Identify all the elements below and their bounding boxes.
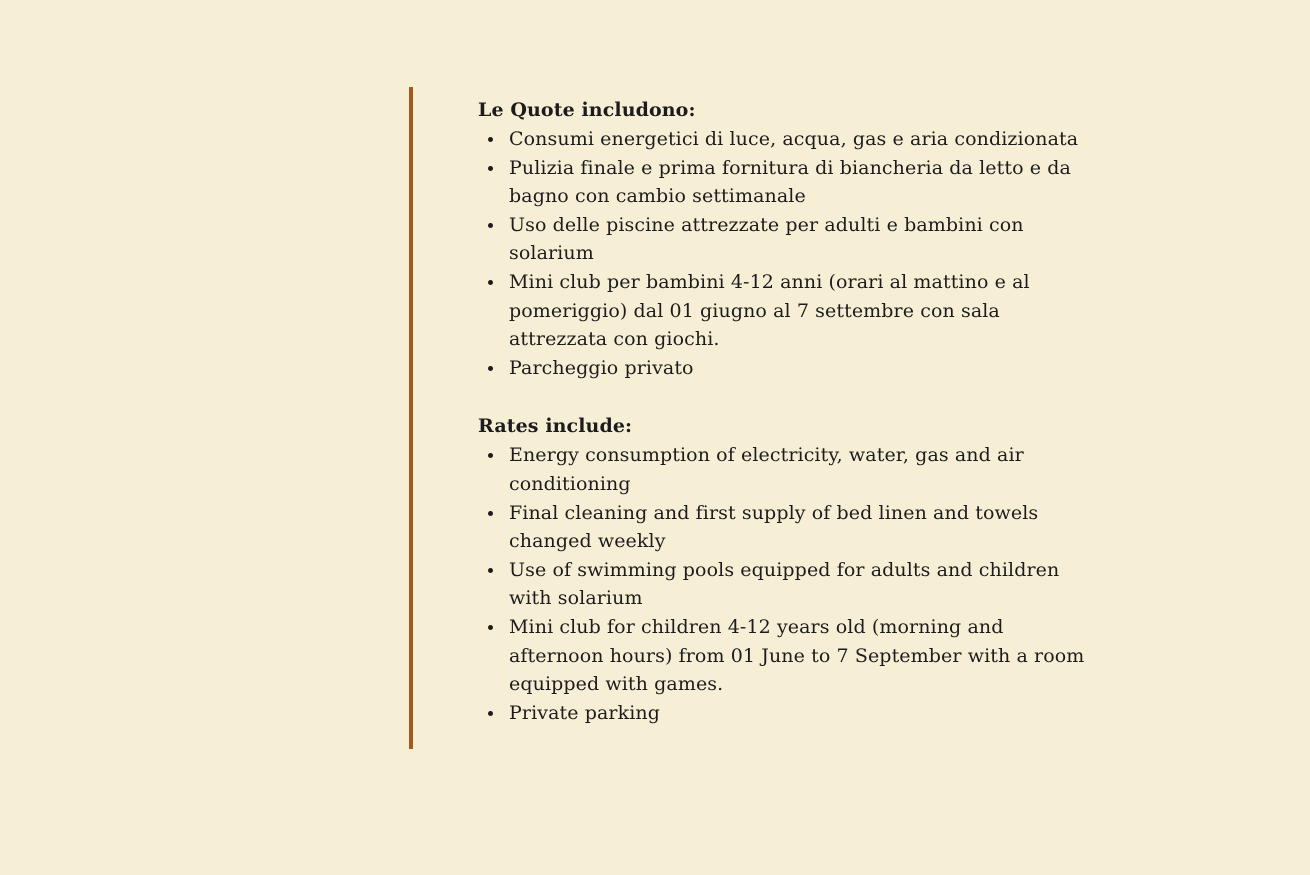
list-item: Consumi energetici di luce, acqua, gas e aria condizionata [478, 125, 1098, 154]
list-item: Final cleaning and first supply of bed linen and towels changed weekly [478, 499, 1098, 556]
italian-items-list [478, 125, 1098, 382]
english-section-title: Rates include: [478, 415, 633, 438]
list-item: Use of swimming pools equipped for adults and children with solarium [478, 556, 1098, 613]
list-item: Mini club per bambini 4-12 anni (orari al mattino e al pomeriggio) dal 01 giugno al 7 settembre con sala attrezzata con giochi. [478, 268, 1098, 354]
accent-bar [409, 87, 413, 749]
list-item: Energy consumption of electricity, water, gas and air conditioning [478, 441, 1098, 498]
list-item: Mini club for children 4-12 years old (morning and afternoon hours) from 01 June to 7 September with a room equipped with games. [478, 613, 1098, 699]
english-items-list [478, 441, 1098, 727]
list-item: Parcheggio privato [478, 354, 1098, 383]
rates-content [478, 96, 1098, 727]
italian-section [478, 96, 1098, 382]
list-item: Pulizia finale e prima fornitura di biancheria da letto e da bagno con cambio settimanale [478, 154, 1098, 211]
list-item: Uso delle piscine attrezzate per adulti e bambini con solarium [478, 211, 1098, 268]
italian-section-title: Le Quote includono: [478, 99, 696, 121]
english-section [478, 412, 1098, 727]
list-item: Private parking [478, 699, 1098, 728]
